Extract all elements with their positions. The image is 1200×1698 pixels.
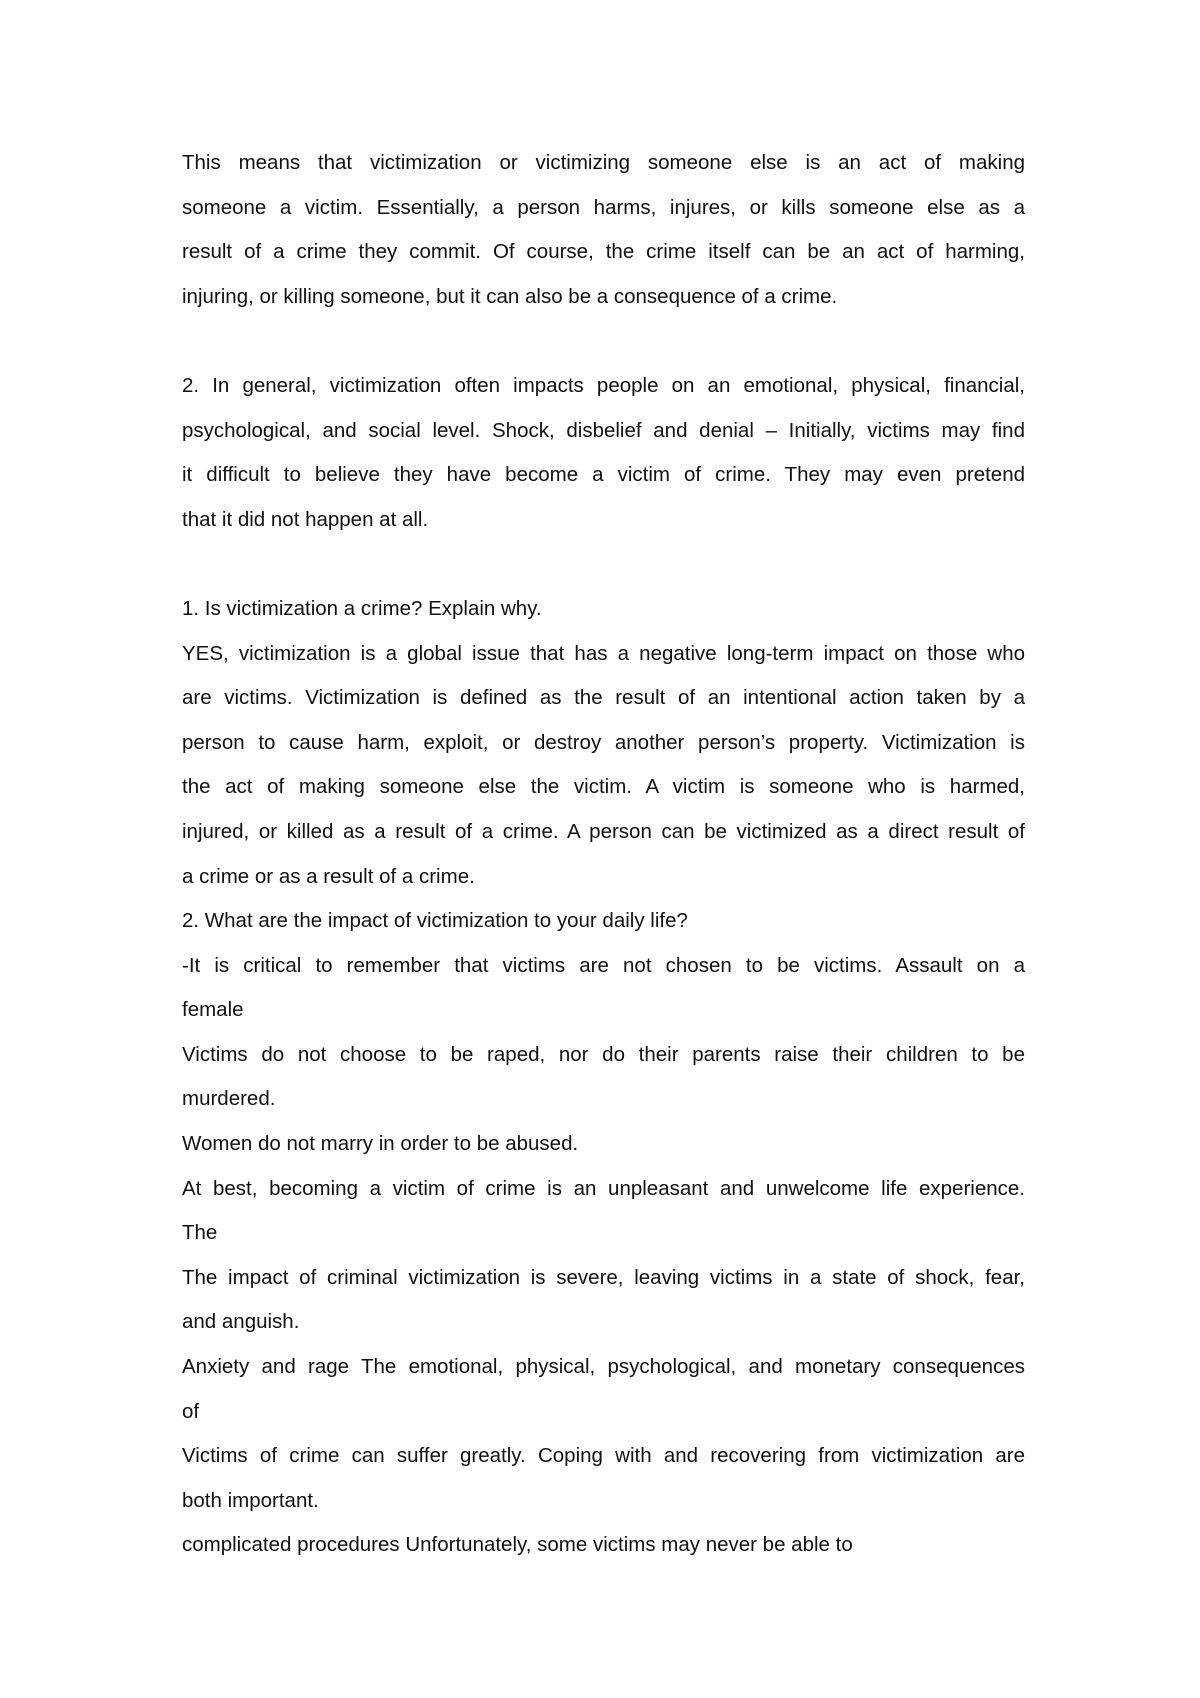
- text-line: Anxiety and rage The emotional, physical, psychological, and monetary consequences: [182, 1355, 1025, 1379]
- text-line: injured, or killed as a result of a crime. A person can be victimized as a direct result of: [182, 819, 1025, 843]
- text-line: are victims. Victimization is defined as the result of an intentional action taken by a: [182, 686, 1025, 710]
- text-line: -It is critical to remember that victims are not chosen to be victims. Assault on a: [182, 953, 1025, 977]
- text-line: YES, victimization is a global issue that has a negative long-term impact on those who: [182, 641, 1025, 665]
- text-line: The: [182, 1221, 218, 1245]
- text-line: someone a victim. Essentially, a person harms, injures, or kills someone else as a: [182, 195, 1025, 219]
- text-line: both important.: [182, 1488, 319, 1512]
- text-line: result of a crime they commit. Of course, the crime itself can be an act of harming,: [182, 240, 1025, 264]
- text-line: Victims of crime can suffer greatly. Coping with and recovering from victimization are: [182, 1444, 1025, 1468]
- question-one: 1. Is victimization a crime? Explain why.: [182, 596, 542, 620]
- text-line: injuring, or killing someone, but it can also be a consequence of a crime.: [182, 284, 838, 308]
- paragraph-gap: [182, 319, 1025, 364]
- text-line: complicated procedures Unfortunately, some victims may never be able to: [182, 1533, 853, 1557]
- text-line: the act of making someone else the victim. A victim is someone who is harmed,: [182, 775, 1025, 799]
- text-line: Women do not marry in order to be abused.: [182, 1132, 579, 1156]
- text-line: of: [182, 1399, 200, 1423]
- answer-one: [182, 632, 1025, 900]
- text-line: a crime or as a result of a crime.: [182, 864, 475, 888]
- paragraph-intro: [182, 141, 1025, 319]
- text-line: murdered.: [182, 1087, 276, 1111]
- text-line: Victims do not choose to be raped, nor do their parents raise their children to be: [182, 1042, 1025, 1066]
- text-line: This means that victimization or victimizing someone else is an act of making: [182, 151, 1025, 174]
- text-line: that it did not happen at all.: [182, 507, 429, 531]
- paragraph-gap: [182, 542, 1025, 587]
- paragraph-two: [182, 364, 1025, 542]
- text-line: 2. In general, victimization often impacts people on an emotional, physical, financial,: [182, 373, 1025, 397]
- text-line: psychological, and social level. Shock, disbelief and denial – Initially, victims may find: [182, 418, 1025, 442]
- text-line: and anguish.: [182, 1310, 300, 1334]
- question-two: 2. What are the impact of victimization to your daily life?: [182, 909, 688, 933]
- text-line: At best, becoming a victim of crime is an unpleasant and unwelcome life experience.: [182, 1176, 1025, 1200]
- answer-two: [182, 944, 1025, 1568]
- text-line: it difficult to believe they have become a victim of crime. They may even pretend: [182, 463, 1025, 487]
- text-line: person to cause harm, exploit, or destroy another person’s property. Victimization is: [182, 730, 1025, 754]
- text-line: female: [182, 998, 244, 1022]
- text-line: The impact of criminal victimization is severe, leaving victims in a state of shock, fear,: [182, 1265, 1025, 1289]
- document-page: [182, 141, 1025, 1568]
